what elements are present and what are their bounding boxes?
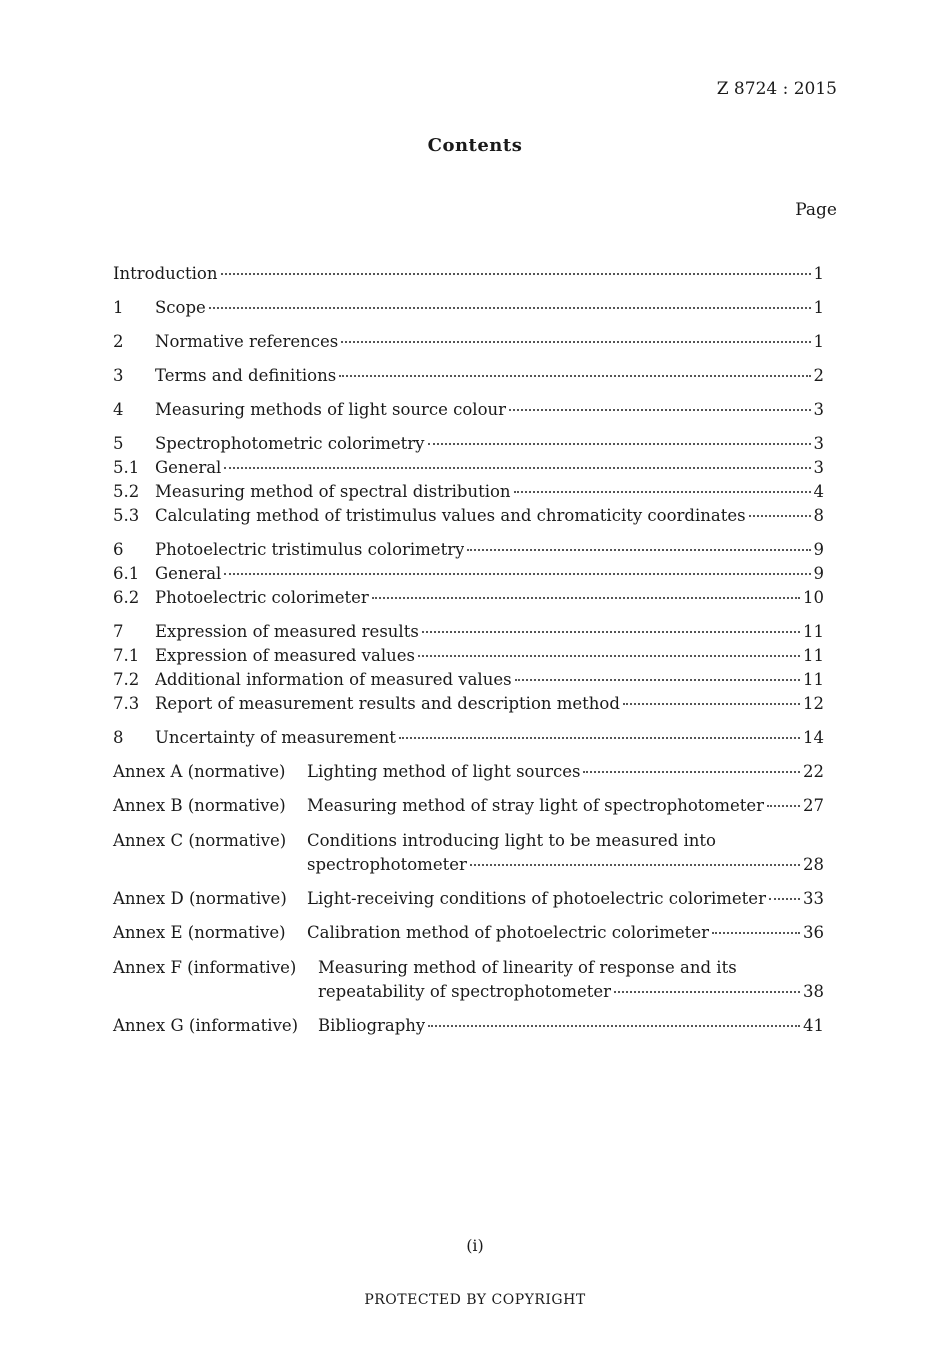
toc-entry-title: General (155, 564, 222, 583)
toc-entry-page: 11 (803, 670, 824, 689)
toc-entry-number: 2 (113, 332, 124, 351)
dot-leader (515, 678, 800, 681)
dot-leader (422, 630, 800, 633)
toc-entry-subsection[interactable] (113, 504, 824, 528)
toc-entry-page: 1 (813, 298, 824, 317)
toc-entry-number: 6 (113, 540, 124, 559)
toc-entry-page: 2 (813, 366, 824, 385)
toc-entry-title: Lighting method of light sources (307, 762, 581, 781)
toc-entry-page: 22 (803, 762, 824, 781)
toc-entry-annex-g[interactable] (113, 1014, 824, 1038)
toc-entry-title-line1[interactable]: Measuring method of linearity of response and its (318, 958, 737, 977)
toc-entry-number: 7.3 (113, 694, 140, 713)
toc-entry-number: 5.2 (113, 482, 140, 501)
toc-entry-title-line2: spectrophotometer (307, 855, 467, 874)
annex-label: Annex F (informative) (113, 958, 297, 977)
annex-label: Annex B (normative) (113, 796, 286, 815)
copyright-notice: PROTECTED BY COPYRIGHT (364, 1292, 586, 1308)
dot-leader (509, 408, 810, 411)
toc-entry-title: Light-receiving conditions of photoelectric colorimeter (307, 889, 766, 908)
toc-entry-section[interactable] (113, 538, 824, 562)
toc-entry-number: 7.2 (113, 670, 140, 689)
dot-leader (428, 1024, 800, 1027)
dot-leader (224, 466, 810, 469)
toc-entry-number: 5 (113, 434, 124, 453)
toc-entry-subsection[interactable] (113, 456, 824, 480)
toc-entry-number: 7 (113, 622, 124, 641)
toc-entry-title: Additional information of measured values (155, 670, 512, 689)
dot-leader (372, 596, 800, 599)
toc-entry-subsection[interactable] (113, 692, 824, 716)
toc-entry-page: 12 (803, 694, 824, 713)
toc-entry-subsection[interactable] (113, 668, 824, 692)
toc-entry-section[interactable] (113, 726, 824, 750)
toc-entry-title: Terms and definitions (155, 366, 337, 385)
annex-label: Annex C (normative) (113, 831, 287, 850)
toc-entry-page: 11 (803, 622, 824, 641)
annex-label: Annex D (normative) (113, 889, 287, 908)
toc-entry-page: 3 (813, 458, 824, 477)
toc-entry-page: 3 (813, 434, 824, 453)
dot-leader (418, 654, 800, 657)
toc-entry-section[interactable] (113, 398, 824, 422)
annex-label: Annex E (normative) (113, 923, 286, 942)
dot-leader (399, 736, 800, 739)
toc-entry-subsection[interactable] (113, 644, 824, 668)
toc-entry-page: 10 (803, 588, 824, 607)
toc-entry-section[interactable] (113, 330, 824, 354)
toc-entry-page: 1 (813, 264, 824, 283)
dot-leader (769, 897, 800, 900)
toc-entry-title: Bibliography (318, 1016, 426, 1035)
toc-entry-annex-b[interactable] (113, 794, 824, 818)
toc-entry-section[interactable] (113, 364, 824, 388)
toc-entry-page: 11 (803, 646, 824, 665)
toc-entry-section[interactable] (113, 620, 824, 644)
toc-entry-page: 41 (803, 1016, 824, 1035)
dot-leader (224, 572, 810, 575)
dot-leader (749, 514, 811, 517)
toc-entry-page: 27 (803, 796, 824, 815)
toc-entry-title: Scope (155, 298, 206, 317)
toc-entry-annex-f[interactable] (318, 980, 824, 1004)
toc-entry-page: 9 (813, 564, 824, 583)
toc-entry-page: 14 (803, 728, 824, 747)
toc-entry-page: 9 (813, 540, 824, 559)
toc-entry-number: 4 (113, 400, 124, 419)
dot-leader (339, 374, 810, 377)
document-id: Z 8724 : 2015 (716, 79, 837, 99)
toc-entry-number: 1 (113, 298, 124, 317)
dot-leader (767, 804, 800, 807)
annex-label: Annex A (normative) (113, 762, 286, 781)
toc-entry-title: Expression of measured values (155, 646, 415, 665)
toc-entry-section[interactable] (113, 432, 824, 456)
toc-entry-number: 7.1 (113, 646, 140, 665)
toc-entry-title: Expression of measured results (155, 622, 419, 641)
toc-entry-number: 5.1 (113, 458, 140, 477)
toc-entry-number: 5.3 (113, 506, 140, 525)
toc-entry-title: Measuring method of spectral distribution (155, 482, 511, 501)
toc-entry-annex-d[interactable] (113, 887, 824, 911)
toc-entry-introduction[interactable] (113, 262, 824, 286)
toc-entry-title: Calculating method of tristimulus values and chromaticity coordinates (155, 506, 746, 525)
toc-entry-annex-e[interactable] (113, 921, 824, 945)
toc-entry-number: 6.1 (113, 564, 140, 583)
toc-entry-page: 3 (813, 400, 824, 419)
contents-heading: Contents (427, 135, 523, 156)
page-number: (i) (466, 1236, 484, 1255)
toc-entry-subsection[interactable] (113, 480, 824, 504)
dot-leader (428, 442, 811, 445)
toc-entry-title: Measuring method of stray light of spectrophotometer (307, 796, 765, 815)
dot-leader (514, 490, 811, 493)
toc-entry-page: 28 (803, 855, 824, 874)
toc-entry-page: 1 (813, 332, 824, 351)
dot-leader (623, 702, 800, 705)
toc-entry-page: 4 (813, 482, 824, 501)
toc-entry-title: Introduction (113, 264, 218, 283)
toc-entry-page: 38 (803, 982, 824, 1001)
toc-entry-subsection[interactable] (113, 586, 824, 610)
toc-entry-number: 3 (113, 366, 124, 385)
dot-leader (221, 272, 811, 275)
toc-entry-number: 8 (113, 728, 124, 747)
page-column-label: Page (795, 200, 837, 220)
toc-entry-title: Photoelectric colorimeter (155, 588, 369, 607)
annex-label: Annex G (informative) (113, 1016, 299, 1035)
toc-entry-title-line1[interactable]: Conditions introducing light to be measured into (307, 831, 716, 850)
toc-entry-page: 8 (813, 506, 824, 525)
dot-leader (470, 863, 800, 866)
toc-entry-title: Measuring methods of light source colour (155, 400, 507, 419)
toc-entry-title: Uncertainty of measurement (155, 728, 396, 747)
toc-entry-annex-a[interactable] (113, 760, 824, 784)
toc-entry-annex-c[interactable] (307, 853, 824, 877)
toc-entry-title: Calibration method of photoelectric colorimeter (307, 923, 709, 942)
toc-entry-section[interactable] (113, 296, 824, 320)
toc-entry-title: Spectrophotometric colorimetry (155, 434, 425, 453)
toc-entry-number: 6.2 (113, 588, 140, 607)
dot-leader (467, 548, 810, 551)
toc-entry-title: Photoelectric tristimulus colorimetry (155, 540, 465, 559)
dot-leader (341, 340, 810, 343)
dot-leader (712, 931, 800, 934)
dot-leader (583, 770, 800, 773)
toc-entry-page: 36 (803, 923, 824, 942)
dot-leader (209, 306, 811, 309)
toc-entry-title: General (155, 458, 222, 477)
toc-entry-page: 33 (803, 889, 824, 908)
toc-entry-title: Report of measurement results and description method (155, 694, 620, 713)
toc-entry-title-line2: repeatability of spectrophotometer (318, 982, 612, 1001)
toc-entry-subsection[interactable] (113, 562, 824, 586)
toc-entry-title: Normative references (155, 332, 339, 351)
dot-leader (614, 990, 800, 993)
